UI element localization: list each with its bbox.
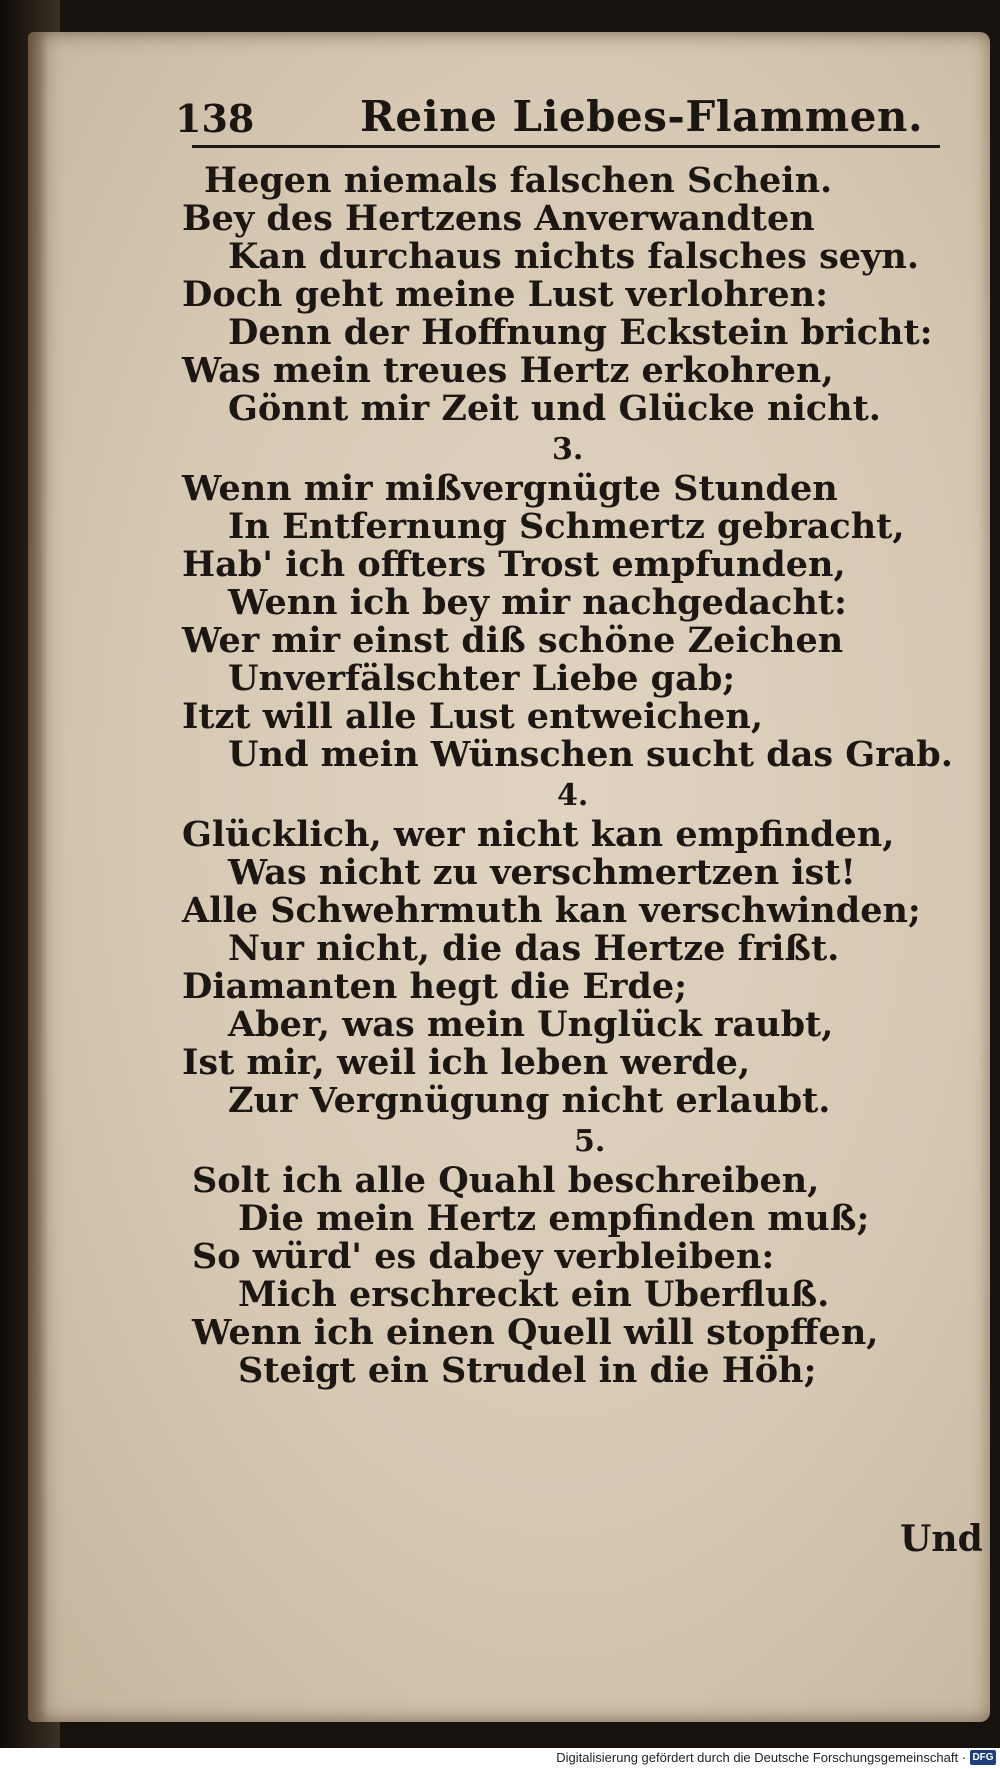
verse-line: Kan durchaus nichts falsches seyn. xyxy=(228,236,920,277)
page-number: 138 xyxy=(175,96,255,141)
catchword: Und xyxy=(900,1518,983,1560)
dfg-logo-icon: DFG xyxy=(970,1750,996,1765)
verse-line: Itzt will alle Lust entweichen, xyxy=(182,696,764,737)
verse-line: Denn der Hoffnung Eckstein bricht: xyxy=(228,312,933,353)
verse-line: Nur nicht, die das Hertze frißt. xyxy=(228,928,840,969)
stanza-number: 5. xyxy=(574,1124,606,1159)
verse-line: Wenn mir mißvergnügte Stunden xyxy=(182,468,838,509)
verse-line: Aber, was mein Unglück raubt, xyxy=(228,1004,834,1045)
verse-line: Die mein Hertz empfinden muß; xyxy=(238,1198,870,1239)
verse-line: Wenn ich einen Quell will stopffen, xyxy=(192,1312,879,1353)
verse-line: In Entfernung Schmertz gebracht, xyxy=(228,506,905,547)
verse-line: Hegen niemals falschen Schein. xyxy=(204,160,833,201)
verse-line: Diamanten hegt die Erde; xyxy=(182,966,688,1007)
page-header xyxy=(175,90,945,146)
verse-line: Was mein treues Hertz erkohren, xyxy=(182,350,834,391)
header-rule xyxy=(192,145,940,148)
running-title: Reine Liebes-Flammen. xyxy=(360,92,924,141)
verse-line: Steigt ein Strudel in die Höh; xyxy=(238,1350,817,1391)
verse-line: Wer mir einst diß schöne Zeichen xyxy=(182,620,844,661)
verse-line: Zur Vergnügung nicht erlaubt. xyxy=(228,1080,831,1121)
verse-line: Glücklich, wer nicht kan empfinden, xyxy=(182,814,895,855)
verse-line: Mich erschreckt ein Uberfluß. xyxy=(238,1274,830,1315)
verse-line: So würd' es dabey verbleiben: xyxy=(192,1236,775,1277)
digitization-attribution: Digitalisierung gefördert durch die Deutsche Forschungsgemeinschaft · xyxy=(556,1750,966,1765)
stanza-number: 4. xyxy=(557,778,589,813)
verse-line: Solt ich alle Quahl beschreiben, xyxy=(192,1160,820,1201)
page-gutter xyxy=(28,32,48,1722)
verse-line: Wenn ich bey mir nachgedacht: xyxy=(228,582,847,623)
verse-line: Unverfälschter Liebe gab; xyxy=(228,658,736,699)
verse-line: Bey des Hertzens Anverwandten xyxy=(182,198,815,239)
verse-line: Gönnt mir Zeit und Glücke nicht. xyxy=(228,388,881,429)
verse-line: Und mein Wünschen sucht das Grab. xyxy=(228,734,953,775)
verse-line: Doch geht meine Lust verlohren: xyxy=(182,274,828,315)
verse-line: Alle Schwehrmuth kan verschwinden; xyxy=(182,890,921,931)
verse-line: Hab' ich offters Trost empfunden, xyxy=(182,544,846,585)
verse-line: Was nicht zu verschmertzen ist! xyxy=(228,852,856,893)
verse-line: Ist mir, weil ich leben werde, xyxy=(182,1042,751,1083)
stanza-number: 3. xyxy=(552,432,584,467)
